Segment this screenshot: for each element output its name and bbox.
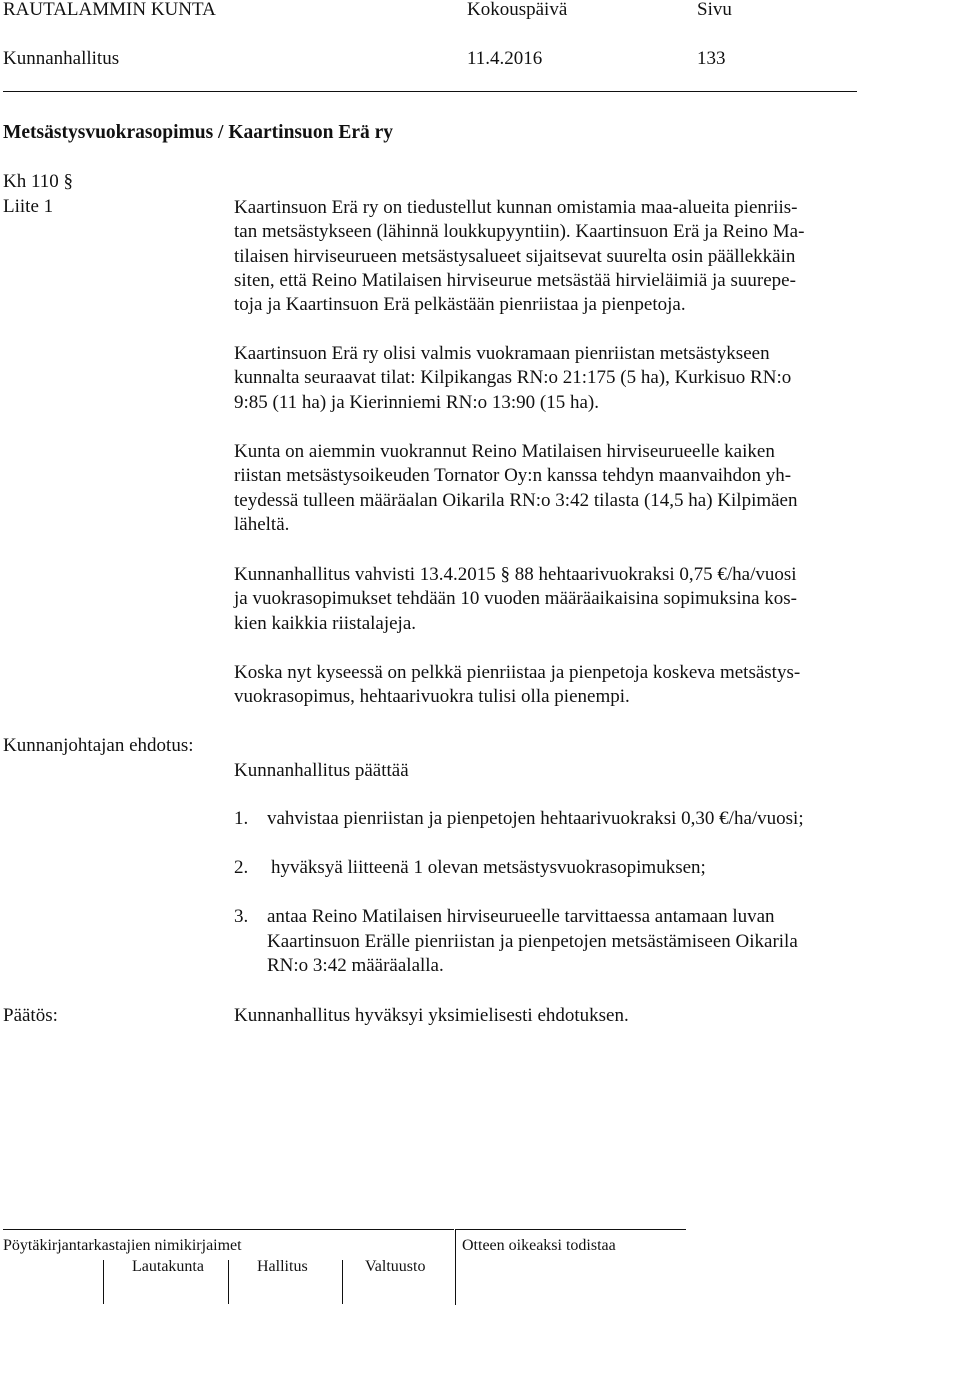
text-line: läheltä. (234, 513, 290, 535)
page-number: 133 (697, 48, 726, 69)
text-line: Kaartinsuon Erä ry on tiedustellut kunnan omistamia maa-alueita pienriis- (234, 197, 798, 218)
meeting-date-label: Kokouspäivä (467, 0, 568, 20)
paragraph-5 (234, 661, 874, 710)
list-item-text: antaa Reino Matilaisen hirviseurueelle tarvittaessa antamaan luvan (267, 906, 775, 927)
text-line: 9:85 (11 ha) ja Kierinniemi RN:o 13:90 (15 ha). (234, 391, 599, 413)
list-item-number: 1. (234, 808, 249, 829)
text-line: siten, että Reino Matilaisen hirviseurue metsästää hirvieläimiä ja suurepe- (234, 269, 796, 291)
text-line: toja ja Kaartinsuon Erä pelkästään pienriistaa ja pienpetoja. (234, 294, 686, 316)
initials-cell-hallitus (228, 1260, 342, 1304)
org-name: RAUTALAMMIN KUNTA (3, 0, 216, 20)
paragraph-3 (234, 440, 874, 537)
page-label: Sivu (697, 0, 732, 20)
attachment-reference: Liite 1 (3, 196, 54, 217)
text-line: teydessä tulleen määräalan Oikarila RN:o 3:42 tilasta (14,5 ha) Kilpimäen (234, 489, 798, 511)
column-label: Lautakunta (132, 1258, 204, 1275)
initials-cell-valtuusto (342, 1260, 455, 1304)
text-line: tilaisen hirviseurueen metsästysalueet sijaitsevat suurelta osin päällekkäin (234, 245, 796, 267)
list-item-text: hyväksyä liitteenä 1 olevan metsästysvuokrasopimuksen; (271, 857, 706, 878)
text-line: kien kaikkia riistalajeja. (234, 612, 417, 634)
body-name: Kunnanhallitus (3, 48, 120, 69)
text-line: Kaartinsuon Erä ry olisi valmis vuokramaan pienriistan metsästykseen (234, 343, 770, 364)
text-line: vuokrasopimus, hehtaarivuokra tulisi olla pienempi. (234, 686, 630, 708)
proposal-intro: Kunnanhallitus päättää (234, 760, 409, 781)
text-line: ja vuokrasopimukset tehdään 10 vuoden määräaikaisina sopimuksina kos- (234, 588, 798, 610)
column-label: Hallitus (257, 1258, 308, 1275)
page-title: Metsästysvuokrasopimus / Kaartinsuon Erä ry (3, 122, 394, 143)
list-item-number: 2. (234, 857, 249, 878)
paragraph-1 (234, 196, 874, 317)
list-item-text: vahvistaa pienriistan ja pienpetojen hehtaarivuokraksi 0,30 €/ha/vuosi; (267, 808, 804, 829)
paragraph-4 (234, 563, 874, 636)
initials-label: Pöytäkirjantarkastajien nimikirjaimet (3, 1237, 242, 1254)
kh-reference: Kh 110 § (3, 171, 74, 192)
text-line: Koska nyt kyseessä on pelkkä pienriistaa ja pienpetoja koskeva metsästys- (234, 662, 801, 683)
text-line: Kunta on aiemmin vuokrannut Reino Matilaisen hirviseurueelle kaiken (234, 441, 775, 462)
certification-label: Otteen oikeaksi todistaa (462, 1237, 616, 1254)
decision-label: Päätös: (3, 1005, 58, 1026)
text-line: kunnalta seuraavat tilat: Kilpikangas RN:o 21:175 (5 ha), Kurkisuo RN:o (234, 367, 792, 389)
meeting-date: 11.4.2016 (467, 48, 543, 69)
decision-text: Kunnanhallitus hyväksyi yksimielisesti ehdotuksen. (234, 1005, 629, 1026)
proposal-label: Kunnanjohtajan ehdotus: (3, 735, 194, 756)
paragraph-2 (234, 342, 874, 415)
text-line: Kunnanhallitus vahvisti 13.4.2015 § 88 hehtaarivuokraksi 0,75 €/ha/vuosi (234, 564, 797, 585)
header-divider (3, 91, 857, 92)
text-line: riistan metsästysoikeuden Tornator Oy:n kanssa tehdyn maanvaihdon yh- (234, 465, 792, 487)
list-item-text: RN:o 3:42 määräalalla. (267, 955, 444, 976)
column-label: Valtuusto (365, 1258, 426, 1275)
initials-cell-lautakunta (103, 1260, 228, 1304)
initials-cell-blank (3, 1260, 103, 1304)
list-item-text: Kaartinsuon Erälle pienriistan ja pienpetojen metsästämiseen Oikarila (267, 931, 798, 952)
list-item-number: 3. (234, 906, 249, 927)
text-line: tan metsästykseen (lähinnä loukkupyyntiin). Kaartinsuon Erä ja Reino Ma- (234, 221, 805, 243)
